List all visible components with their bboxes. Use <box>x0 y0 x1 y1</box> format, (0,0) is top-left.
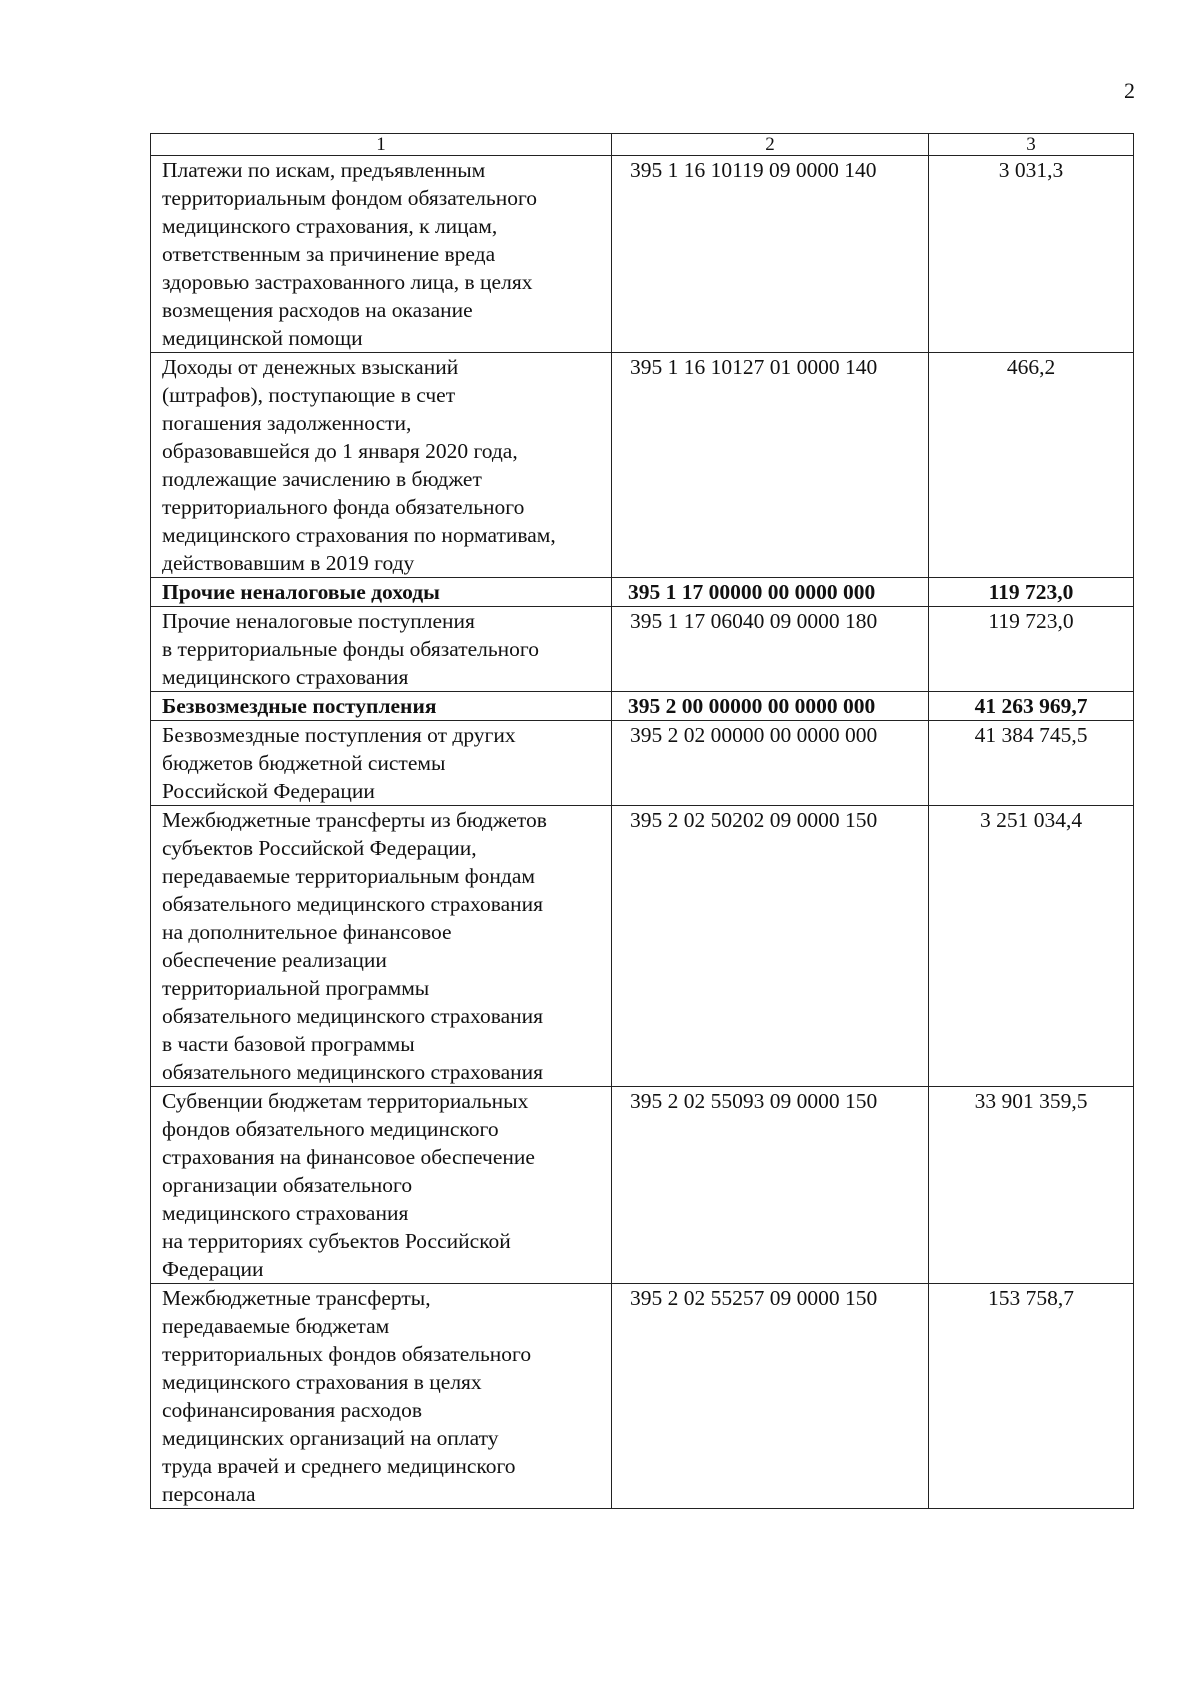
page-number: 2 <box>1124 78 1135 103</box>
row-description: Прочие неналоговые доходы <box>151 578 612 607</box>
row-description: Прочие неналоговые поступления в территориальные фонды обязательного медицинского страхования <box>151 607 612 692</box>
row-code: 395 1 16 10119 09 0000 140 <box>612 156 929 353</box>
row-amount: 41 384 745,5 <box>929 721 1134 806</box>
table-row <box>151 806 1134 1087</box>
row-amount: 33 901 359,5 <box>929 1087 1134 1284</box>
row-description: Безвозмездные поступления <box>151 692 612 721</box>
table-row <box>151 607 1134 692</box>
row-amount: 3 251 034,4 <box>929 806 1134 1087</box>
row-code: 395 2 02 55093 09 0000 150 <box>612 1087 929 1284</box>
row-description: Безвозмездные поступления от других бюджетов бюджетной системы Российской Федерации <box>151 721 612 806</box>
row-amount: 41 263 969,7 <box>929 692 1134 721</box>
row-amount: 119 723,0 <box>929 578 1134 607</box>
row-amount: 466,2 <box>929 353 1134 578</box>
row-description: Доходы от денежных взысканий (штрафов), поступающие в счет погашения задолженности, образовавшейся до 1 января 2020 года, подлежащие зачислению в бюджет территориального фонда обязательного медицинского страхования по нормативам, действовавшим в 2019 году <box>151 353 612 578</box>
row-description: Платежи по искам, предъявленным территориальным фондом обязательного медицинского страхования, к лицам, ответственным за причинение вреда здоровью застрахованного лица, в целях возмещения расходов на оказание медицинской помощи <box>151 156 612 353</box>
table-row <box>151 156 1134 353</box>
table-row <box>151 1284 1134 1509</box>
row-description: Межбюджетные трансферты, передаваемые бюджетам территориальных фондов обязательного медицинского страхования в целях софинансирования расходов медицинских организаций на оплату труда врачей и среднего медицинского персонала <box>151 1284 612 1509</box>
row-code: 395 2 02 50202 09 0000 150 <box>612 806 929 1087</box>
column-header: 2 <box>612 134 929 156</box>
table-row <box>151 353 1134 578</box>
table-row <box>151 1087 1134 1284</box>
table-header-row <box>151 134 1134 156</box>
column-header: 1 <box>151 134 612 156</box>
column-header: 3 <box>929 134 1134 156</box>
table-row <box>151 578 1134 607</box>
row-amount: 119 723,0 <box>929 607 1134 692</box>
row-description: Субвенции бюджетам территориальных фондов обязательного медицинского страхования на финансовое обеспечение организации обязательного медицинского страхования на территориях субъектов Российской Федерации <box>151 1087 612 1284</box>
table-row <box>151 721 1134 806</box>
table-row <box>151 692 1134 721</box>
row-description: Межбюджетные трансферты из бюджетов субъектов Российской Федерации, передаваемые территориальным фондам обязательного медицинского страхования на дополнительное финансовое обеспечение реализации территориальной программы обязательного медицинского страхования в части базовой программы обязательного медицинского страхования <box>151 806 612 1087</box>
row-amount: 3 031,3 <box>929 156 1134 353</box>
row-code: 395 1 16 10127 01 0000 140 <box>612 353 929 578</box>
budget-table <box>150 133 1134 1509</box>
row-code: 395 1 17 06040 09 0000 180 <box>612 607 929 692</box>
row-code: 395 2 02 00000 00 0000 000 <box>612 721 929 806</box>
row-code: 395 2 00 00000 00 0000 000 <box>612 692 929 721</box>
row-code: 395 1 17 00000 00 0000 000 <box>612 578 929 607</box>
row-amount: 153 758,7 <box>929 1284 1134 1509</box>
row-code: 395 2 02 55257 09 0000 150 <box>612 1284 929 1509</box>
